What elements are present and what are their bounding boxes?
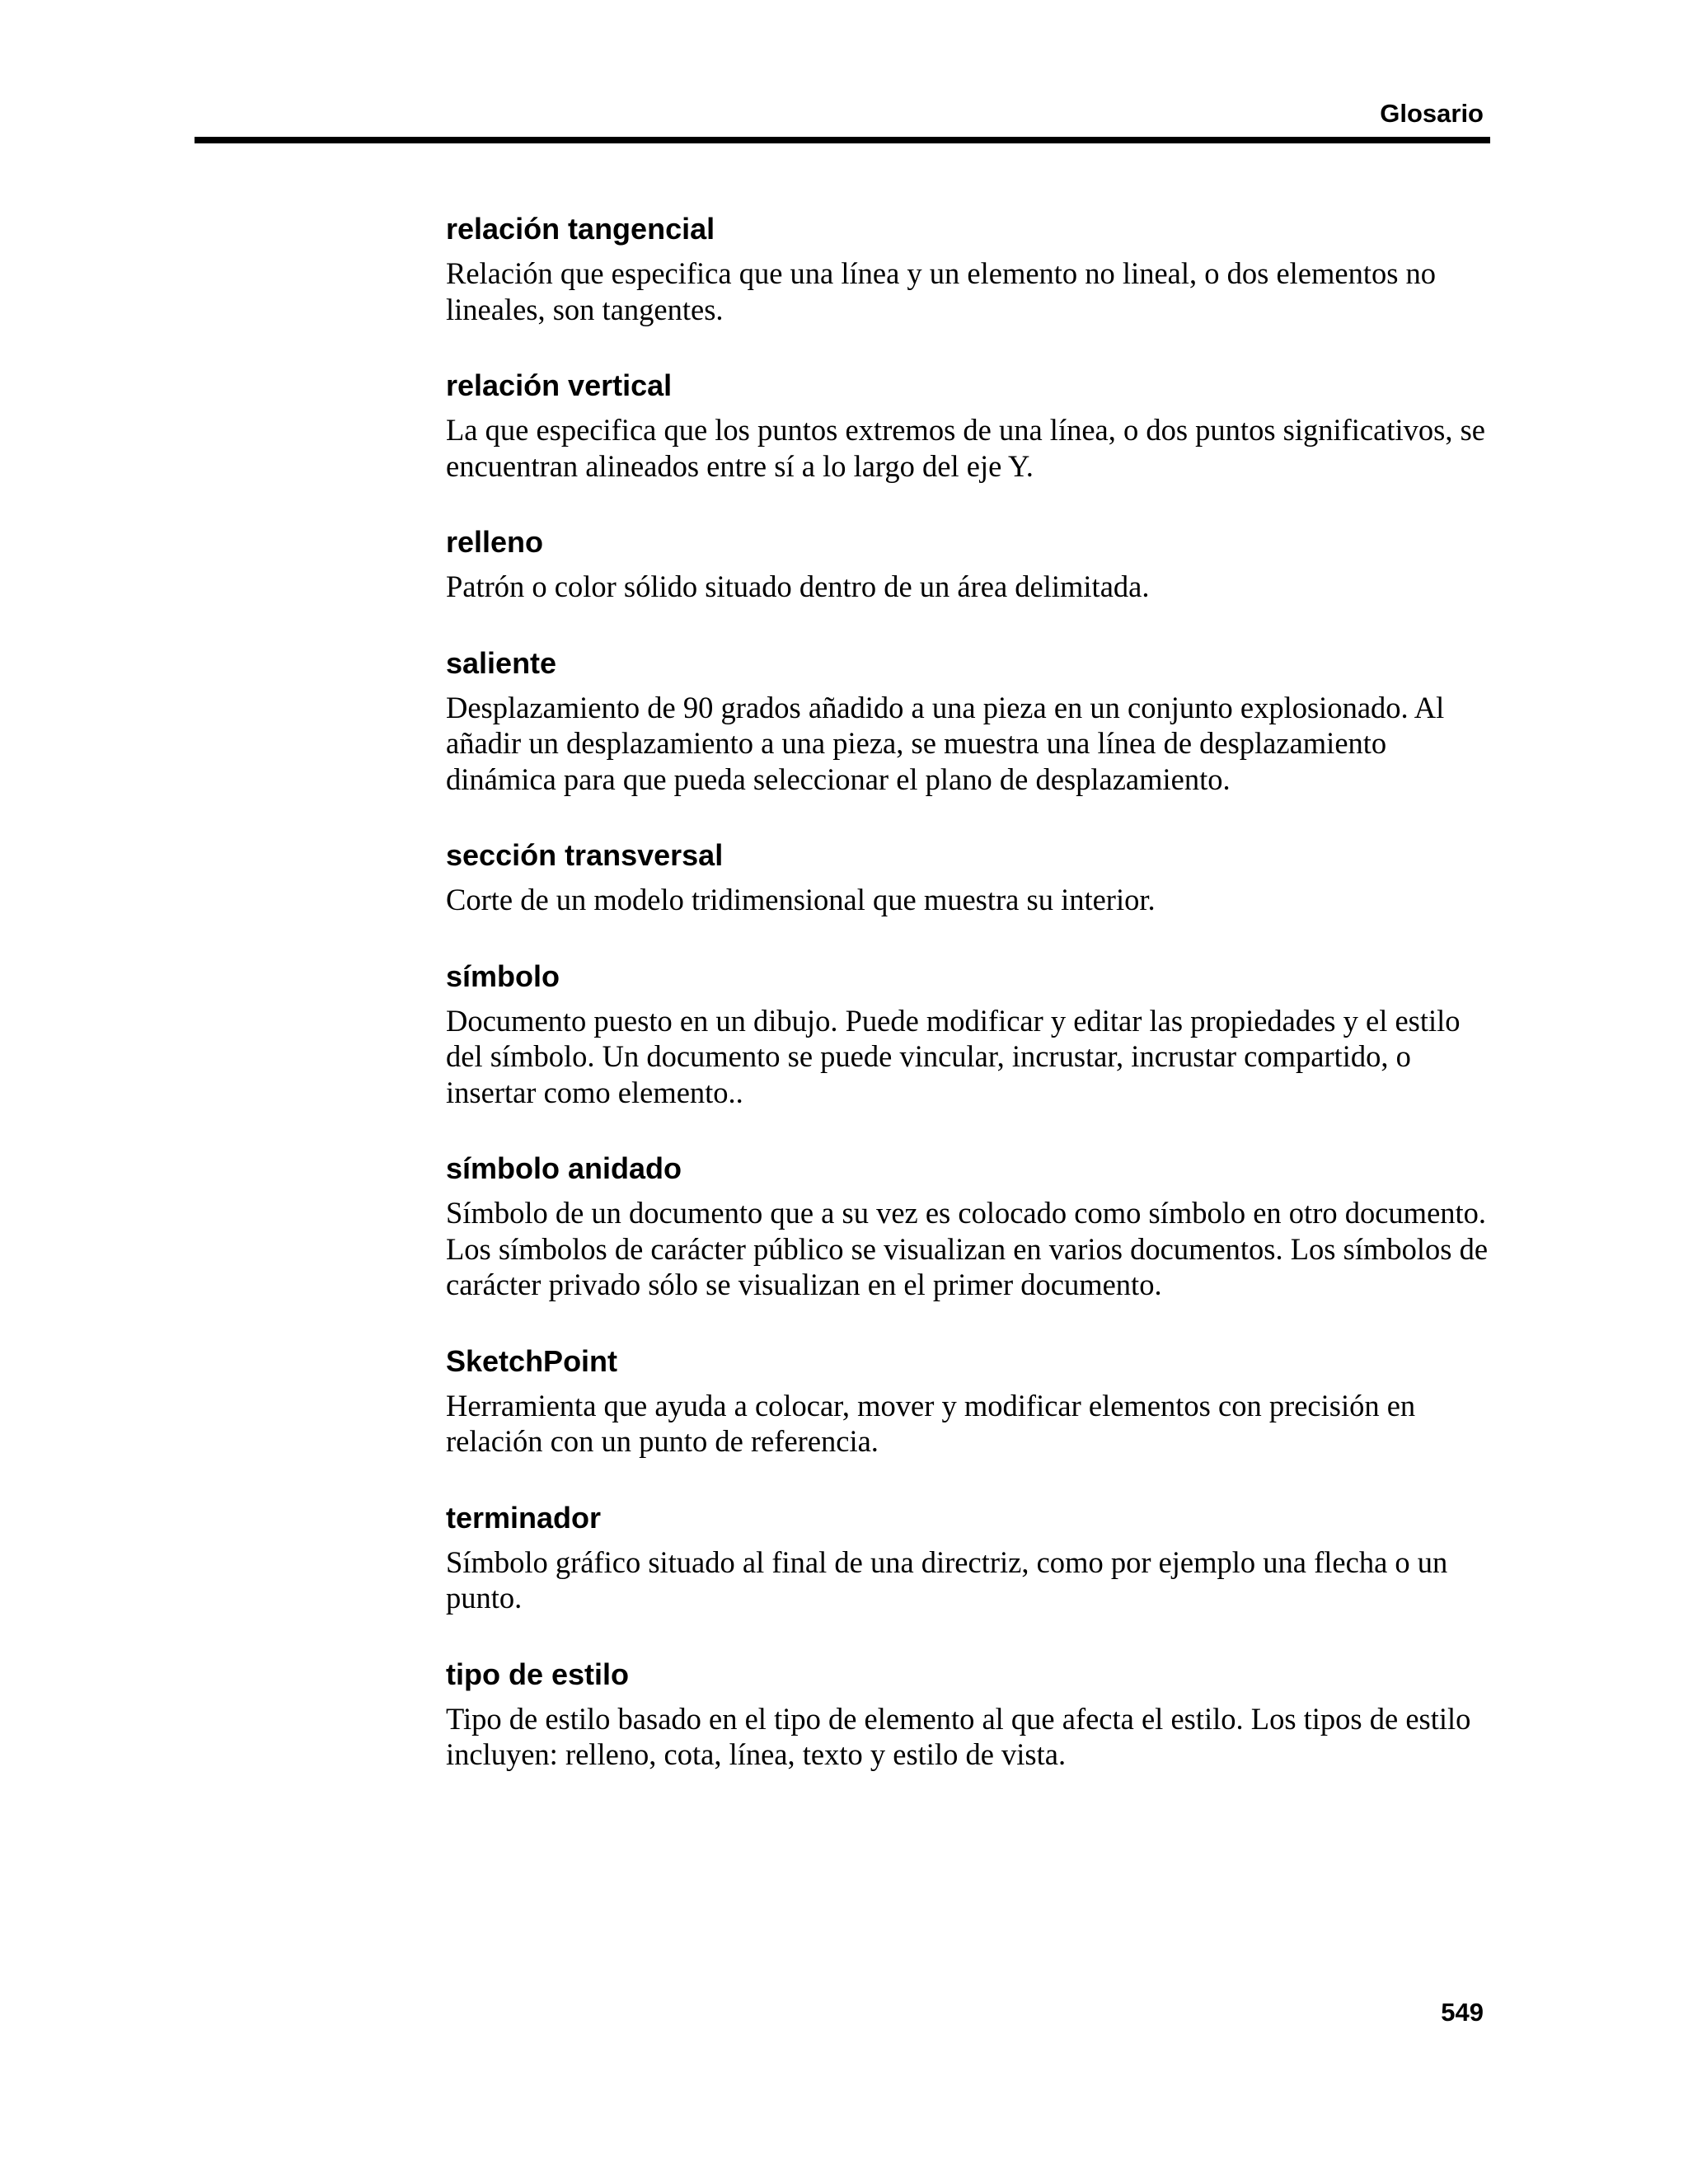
glossary-term: relación vertical xyxy=(446,368,673,402)
glossary-definition: Símbolo de un documento que a su vez es colocado como símbolo en otro documento. Los símbolos de carácter público se visualizan en varios documentos. Los símbolos de carácter privado sólo se visualizan en el primer documento. xyxy=(446,1196,1489,1301)
glossary-entry xyxy=(446,1146,1501,1303)
glossary-definition: Símbolo gráfico situado al final de una directriz, como por ejemplo una flecha o un punto. xyxy=(446,1544,1448,1615)
glossary-definition: Corte de un modelo tridimensional que muestra su interior. xyxy=(446,883,1156,916)
glossary-term: sección transversal xyxy=(446,838,724,872)
glossary-term: símbolo anidado xyxy=(446,1151,682,1185)
glossary-definition: Documento puesto en un dibujo. Puede modificar y editar las propiedades y el estilo del símbolo. Un documento se puede vincular, incrustar, incrustar compartido, o insertar como elemento.. xyxy=(446,1003,1461,1109)
glossary-definition: Herramienta que ayuda a colocar, mover y modificar elementos con precisión en relación con un punto de referencia. xyxy=(446,1388,1416,1458)
glossary-entry xyxy=(446,1495,1501,1616)
glossary-term: saliente xyxy=(446,645,557,680)
glossary-definition: Patrón o color sólido situado dentro de un área delimitada. xyxy=(446,569,1150,603)
glossary-list xyxy=(446,206,1501,1808)
glossary-term: relación tangencial xyxy=(446,212,715,246)
running-header-title: Glosario xyxy=(1380,99,1484,128)
glossary-entry xyxy=(446,363,1501,484)
glossary-term: símbolo xyxy=(446,958,560,993)
glossary-definition: La que especifica que los puntos extremos de una línea, o dos puntos significativos, se encuentran alineados entre sí a lo largo del eje Y. xyxy=(446,413,1485,483)
glossary-definition: Desplazamiento de 90 grados añadido a una pieza en un conjunto explosionado. Al añadir un desplazamiento a una pieza, se muestra una línea de desplazamiento dinámica para que pueda seleccionar el plano de desplazamiento. xyxy=(446,690,1445,796)
page-number: 549 xyxy=(1441,1998,1484,2027)
glossary-term: tipo de estilo xyxy=(446,1657,630,1691)
glossary-term: terminador xyxy=(446,1500,602,1535)
glossary-definition: Tipo de estilo basado en el tipo de elemento al que afecta el estilo. Los tipos de estilo incluyen: relleno, cota, línea, texto y estilo de vista. xyxy=(446,1701,1471,1771)
glossary-term: relleno xyxy=(446,525,544,559)
header-rule xyxy=(195,137,1490,143)
glossary-entry xyxy=(446,206,1501,327)
glossary-term: SketchPoint xyxy=(446,1343,618,1378)
glossary-entry xyxy=(446,640,1501,798)
glossary-entry xyxy=(446,519,1501,605)
glossary-entry xyxy=(446,954,1501,1111)
glossary-entry xyxy=(446,1652,1501,1773)
glossary-entry xyxy=(446,832,1501,918)
glossary-entry xyxy=(446,1338,1501,1460)
glossary-definition: Relación que especifica que una línea y un elemento no lineal, o dos elementos no lineales, son tangentes. xyxy=(446,256,1437,326)
